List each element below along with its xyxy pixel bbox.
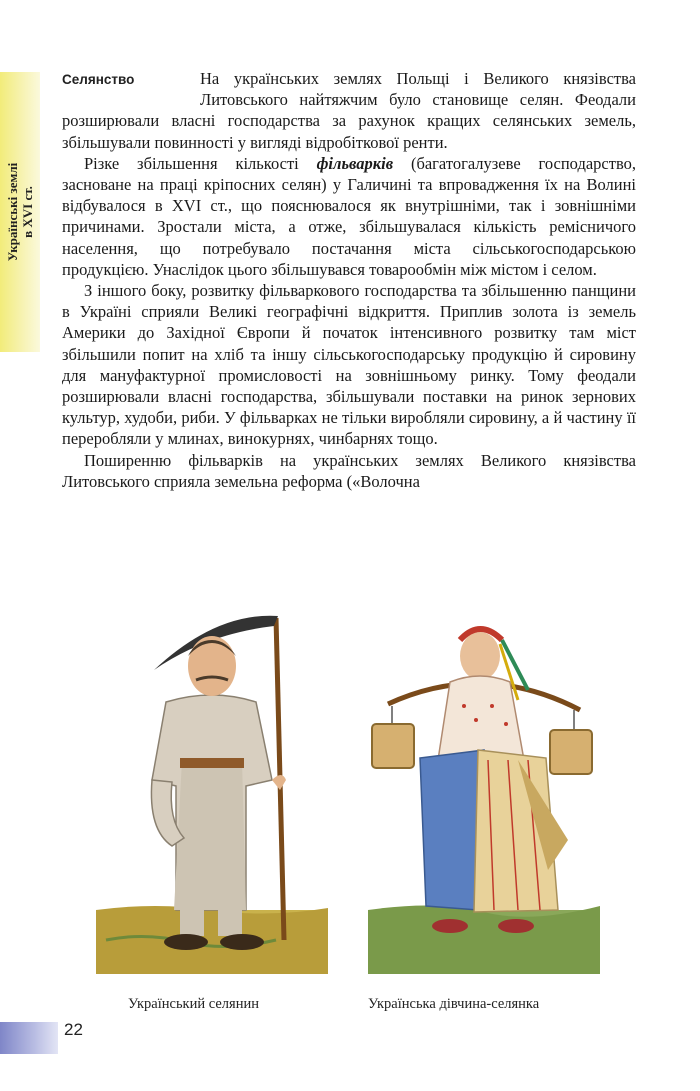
section-label: Селянство <box>62 72 135 87</box>
chapter-side-tab <box>0 72 40 352</box>
paragraph-4: Поширенню фільварків на українських землях Великого князівства Литовського сприяла земельна реформа («Волочна <box>62 450 636 491</box>
caption-peasant: Український селянин <box>128 996 259 1012</box>
peasant-girl-illustration <box>368 610 600 974</box>
page-number-tab <box>0 1022 58 1054</box>
term-filvarky: фільварків <box>316 153 394 173</box>
paragraph-1: На українських землях Польщі і Великого князівства Литовського найтяжчим було становище селян. Феодали розширювали власні господарства за рахунок кращих селянських земель, збільшували повинності у вигляді відробіткової ренти. <box>62 69 636 152</box>
paragraph-3: З іншого боку, розвитку фільваркового господарства та збільшенню панщини в Україні сприяли Великі географічні відкриття. Приплив золота із земель Америки до Західної Європи й початок інтенсивного розвитку там міст збільшили попит на хліб та іншу сільськогосподарську продукцію й сировину для мануфактурної промисловості на зовнішньому ринку. Тому феодали розширювали власні господарства, збільшували поставки на ринок зернових культур, худоби, риби. У фільварках не тільки виробляли сировину, а й частину її переробляли у млинах, винокурнях, чинбарнях тощо. <box>62 281 636 449</box>
paragraph-2: Різке збільшення кількості фільварків (багатогалузеве господарство, засноване на праці кріпосних селян) у Галичині та впровадження їх на Волині відбувалося в XVI ст., що пояснювалося як внутрішніми, так і зовнішніми причинами. Зростали міста, а отже, збільшувалася кількість ремісничого населення, що потребувало постачання міста сільськогосподарською продукцією. Унаслідок цього збільшувався товарообмін між містом і селом. <box>62 153 636 279</box>
label-spacer <box>62 68 200 108</box>
body-text <box>62 68 636 492</box>
chapter-side-title: Українські землі в XVI ст. <box>5 162 35 262</box>
peasant-illustration <box>96 610 328 974</box>
page-number: 22 <box>64 1020 83 1039</box>
caption-peasant-girl: Українська дівчина-селянка <box>368 996 540 1012</box>
